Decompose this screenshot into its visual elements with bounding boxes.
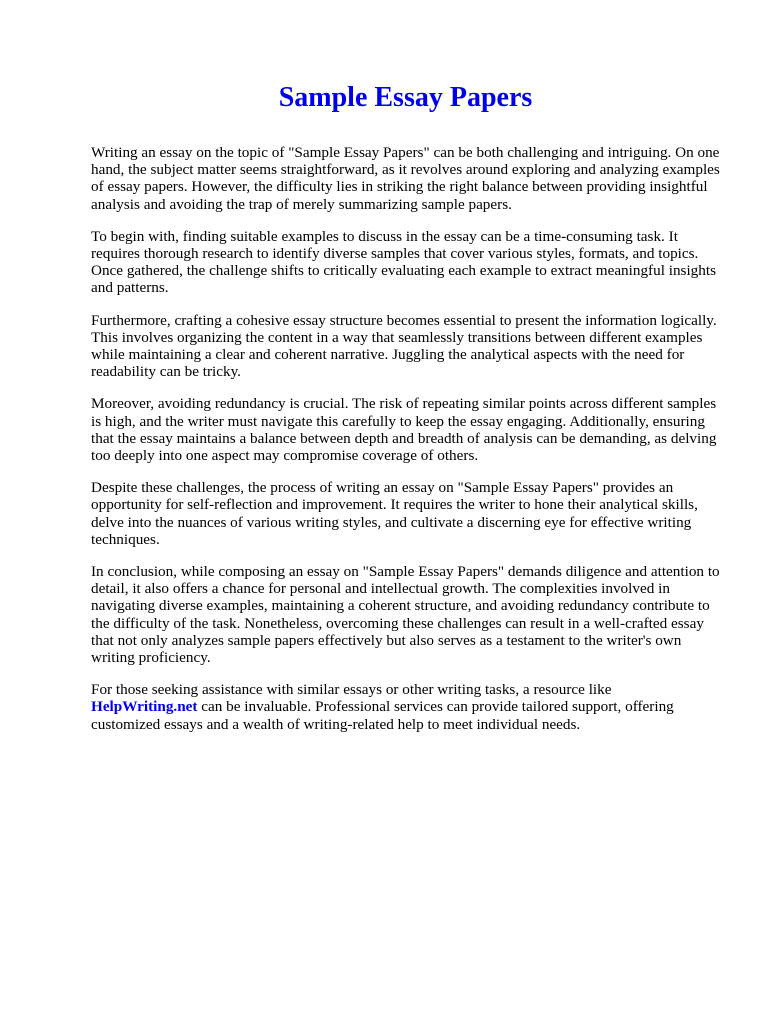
paragraph-3: Furthermore, crafting a cohesive essay structure becomes essential to present the information logically. This involves organizing the content in a way that seamlessly transitions between different examples while maintaining a clear and coherent narrative. Juggling the analytical aspects with the need for readability can be tricky. — [91, 311, 717, 381]
paragraph-6: In conclusion, while composing an essay on "Sample Essay Papers" demands diligence and attention to detail, it also offers a chance for personal and intellectual growth. The complexities involved in navigating diverse examples, maintaining a coherent structure, and avoiding redundancy contribute to the difficulty of the task. Nonetheless, overcoming these challenges can result in a well-crafted essay that not only analyzes sample papers effectively but also serves as a testament to the writer's own writing proficiency. — [91, 563, 720, 667]
helpwriting-link[interactable]: HelpWriting.net — [91, 698, 198, 716]
paragraph-1: Writing an essay on the topic of "Sample Essay Papers" can be both challenging and intriguing. On one hand, the subject matter seems straightforward, as it revolves around exploring and analyzing examples of essay papers. However, the difficulty lies in striking the right balance between providing insightful analysis and avoiding the trap of merely summarizing sample papers. — [91, 144, 720, 213]
page-title: Sample Essay Papers — [278, 82, 533, 113]
paragraph-7-rest: can be invaluable. Professional services can provide tailored support, offering customized essays and a wealth of writing-related help to meet individual needs. — [91, 698, 674, 733]
paragraph-7-intro: For those seeking assistance with similar essays or other writing tasks, a resource like — [91, 681, 612, 699]
paragraph-7 — [91, 681, 720, 733]
paragraph-5: Despite these challenges, the process of writing an essay on "Sample Essay Papers" provides an opportunity for self-reflection and improvement. It requires the writer to hone their analytical skills, delve into the nuances of various writing styles, and cultivate a discerning eye for effective writing techniques. — [91, 479, 698, 548]
paragraph-2: To begin with, finding suitable examples to discuss in the essay can be a time-consuming task. It requires thorough research to identify diverse samples that cover various styles, formats, and topics. Once gathered, the challenge shifts to critically evaluating each example to extract meaningful insights and patterns. — [91, 227, 716, 297]
essay-body — [91, 144, 720, 733]
paragraph-4: Moreover, avoiding redundancy is crucial. The risk of repeating similar points across different samples is high, and the writer must navigate this carefully to keep the essay engaging. Additionally, ensuring that the essay maintains a balance between depth and breadth of analysis can be demanding, as delving too deeply into one aspect may compromise coverage of others. — [91, 395, 717, 465]
